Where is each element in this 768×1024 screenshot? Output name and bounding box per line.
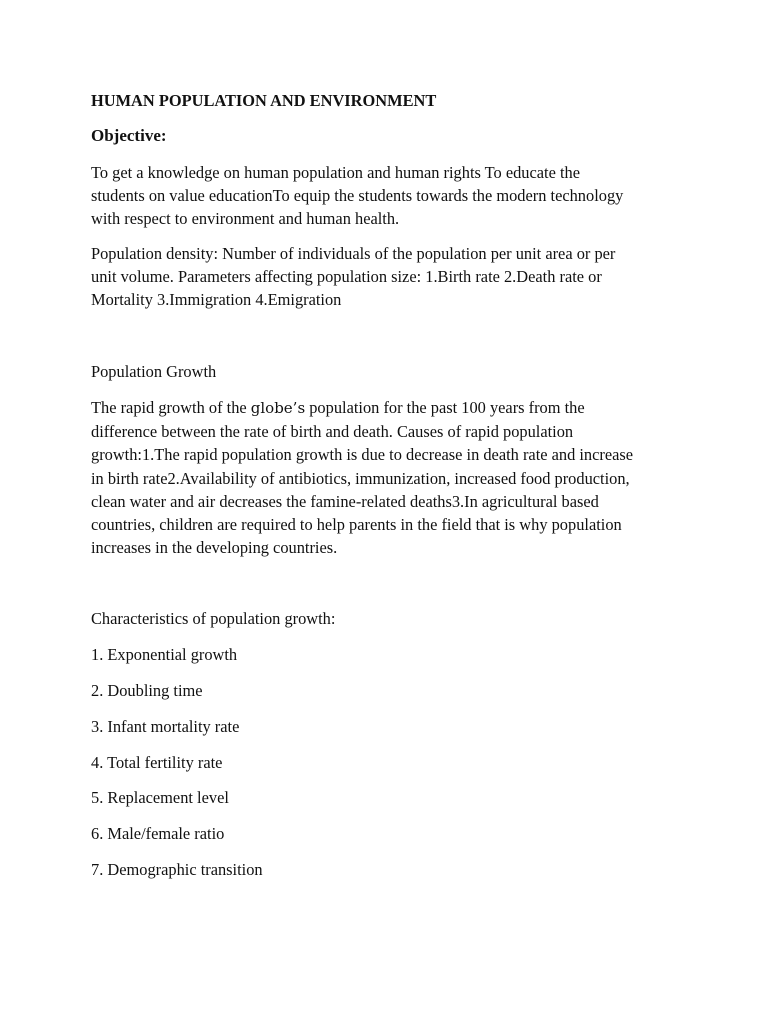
- characteristic-item: 6. Male/female ratio: [91, 824, 225, 843]
- growth-line: difference between the rate of birth and death. Causes of rapid population: [91, 422, 574, 442]
- objective-line: students on value educationTo equip the students towards the modern technology: [91, 186, 624, 206]
- growth-line-globe-word: globe’s: [250, 399, 306, 417]
- characteristic-item: 7. Demographic transition: [91, 860, 263, 879]
- document-title: HUMAN POPULATION AND ENVIRONMENT: [91, 91, 437, 110]
- density-line: unit volume. Parameters affecting population size: 1.Birth rate 2.Death rate or: [91, 267, 602, 287]
- objective-heading: Objective:: [91, 126, 167, 145]
- characteristics-heading: Characteristics of population growth:: [91, 609, 336, 628]
- growth-line: in birth rate2.Availability of antibiotics, immunization, increased food production,: [91, 468, 630, 488]
- characteristic-item: 1. Exponential growth: [91, 645, 238, 664]
- objective-line: with respect to environment and human health.: [91, 209, 400, 229]
- growth-line: increases in the developing countries.: [91, 538, 338, 558]
- growth-line: clean water and air decreases the famine-related deaths3.In agricultural based: [91, 491, 599, 511]
- density-paragraph: [91, 242, 691, 312]
- characteristic-item: 2. Doubling time: [91, 681, 203, 700]
- objective-line: To get a knowledge on human population and human rights To educate the: [91, 163, 581, 182]
- growth-paragraph: [91, 396, 691, 559]
- growth-line: growth:1.The rapid population growth is due to decrease in death rate and increase: [91, 445, 634, 465]
- characteristic-item: 5. Replacement level: [91, 788, 229, 807]
- characteristic-item: 3. Infant mortality rate: [91, 717, 240, 736]
- density-line: Population density: Number of individuals of the population per unit area or per: [91, 244, 616, 263]
- density-line: Mortality 3.Immigration 4.Emigration: [91, 290, 342, 310]
- objective-paragraph: [91, 161, 691, 231]
- growth-line-pre: The rapid growth of the: [91, 398, 251, 417]
- characteristic-item: 4. Total fertility rate: [91, 753, 223, 772]
- growth-line: countries, children are required to help parents in the field that is why population: [91, 515, 622, 535]
- growth-heading: Population Growth: [91, 362, 217, 381]
- growth-line: [91, 396, 691, 420]
- growth-line-post: population for the past 100 years from the: [305, 398, 585, 417]
